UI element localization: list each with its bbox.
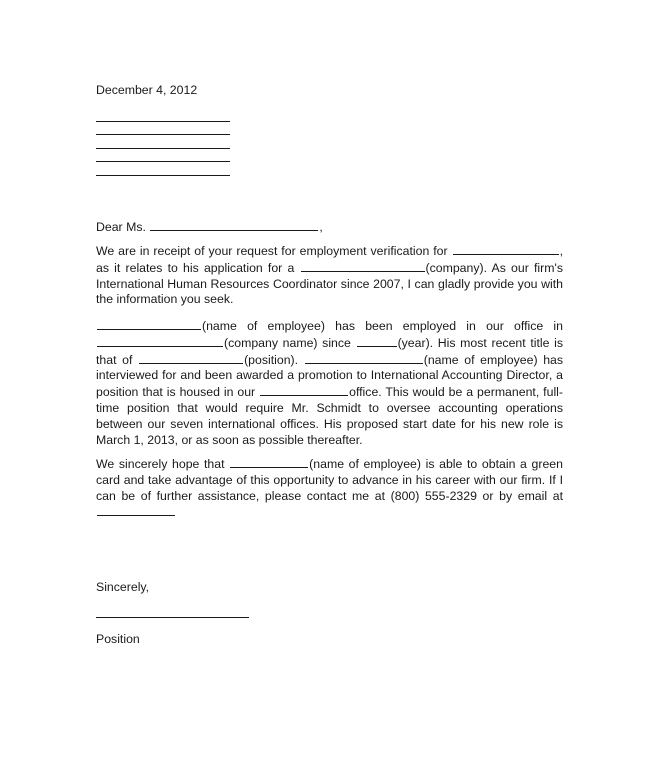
- p2-text-f: office. This would be a permanent, full-time position that would require Mr. Schmidt to oversee accounting operations between our seven international offices. His proposed start date for his new role is March 1, 2013, or as soon as possible thereafter.: [96, 385, 564, 447]
- company-name-blank: [97, 335, 223, 347]
- p1-text-c: (company). As our firm's International Human Resources Coordinator since 2007, I can gladly provide you with the information you seek.: [96, 260, 563, 307]
- address-line-2: [96, 134, 230, 135]
- email-blank: [97, 504, 175, 516]
- salutation-text: Dear Ms.: [96, 220, 146, 234]
- address-line-3: [96, 148, 230, 149]
- p3-text-a: We sincerely hope that: [96, 457, 225, 471]
- employee-name-blank-2: [97, 318, 201, 330]
- signature-line: [96, 617, 249, 618]
- salutation: Dear Ms. ,: [96, 220, 323, 234]
- company-blank: [301, 260, 425, 272]
- p2-text-d: (position).: [244, 352, 299, 367]
- position-label: Position: [96, 632, 140, 646]
- position-blank: [139, 352, 243, 364]
- p1-text-a: We are in receipt of your request for employment verification for: [96, 244, 448, 258]
- p2-text-a: (name of employee) has been employed in our office in: [202, 319, 563, 333]
- address-line-1: [96, 121, 230, 122]
- p3-text-b: (name of employee) is able to obtain a green card and take advantage of this opportunity to advance in his career with our firm. If I can be of further assistance, please contact me at (800) 555-2329 or by email at: [96, 457, 563, 503]
- p1-text-b: , as it relates to his application for a: [96, 244, 563, 275]
- employee-name-blank-4: [230, 456, 308, 468]
- letter-date: December 4, 2012: [96, 83, 198, 97]
- recipient-name-blank: [150, 219, 318, 231]
- paragraph-request: [96, 243, 563, 308]
- employee-name-blank-3: [305, 352, 423, 364]
- p2-text-b: (company name) since: [224, 335, 351, 350]
- p2-text-e: (name of employee) has interviewed for and been awarded a promotion to International Accounting Director, a position that is housed in our: [96, 352, 564, 400]
- closing: Sincerely,: [96, 580, 150, 594]
- address-line-5: [96, 175, 230, 176]
- p2-text-c: (year). His most recent title is that of: [96, 335, 564, 367]
- paragraph-employment: [96, 318, 563, 448]
- employee-name-blank: [453, 243, 559, 255]
- year-blank: [357, 335, 397, 347]
- address-line-4: [96, 161, 230, 162]
- office-blank: [260, 384, 348, 396]
- paragraph-closing: [96, 456, 563, 521]
